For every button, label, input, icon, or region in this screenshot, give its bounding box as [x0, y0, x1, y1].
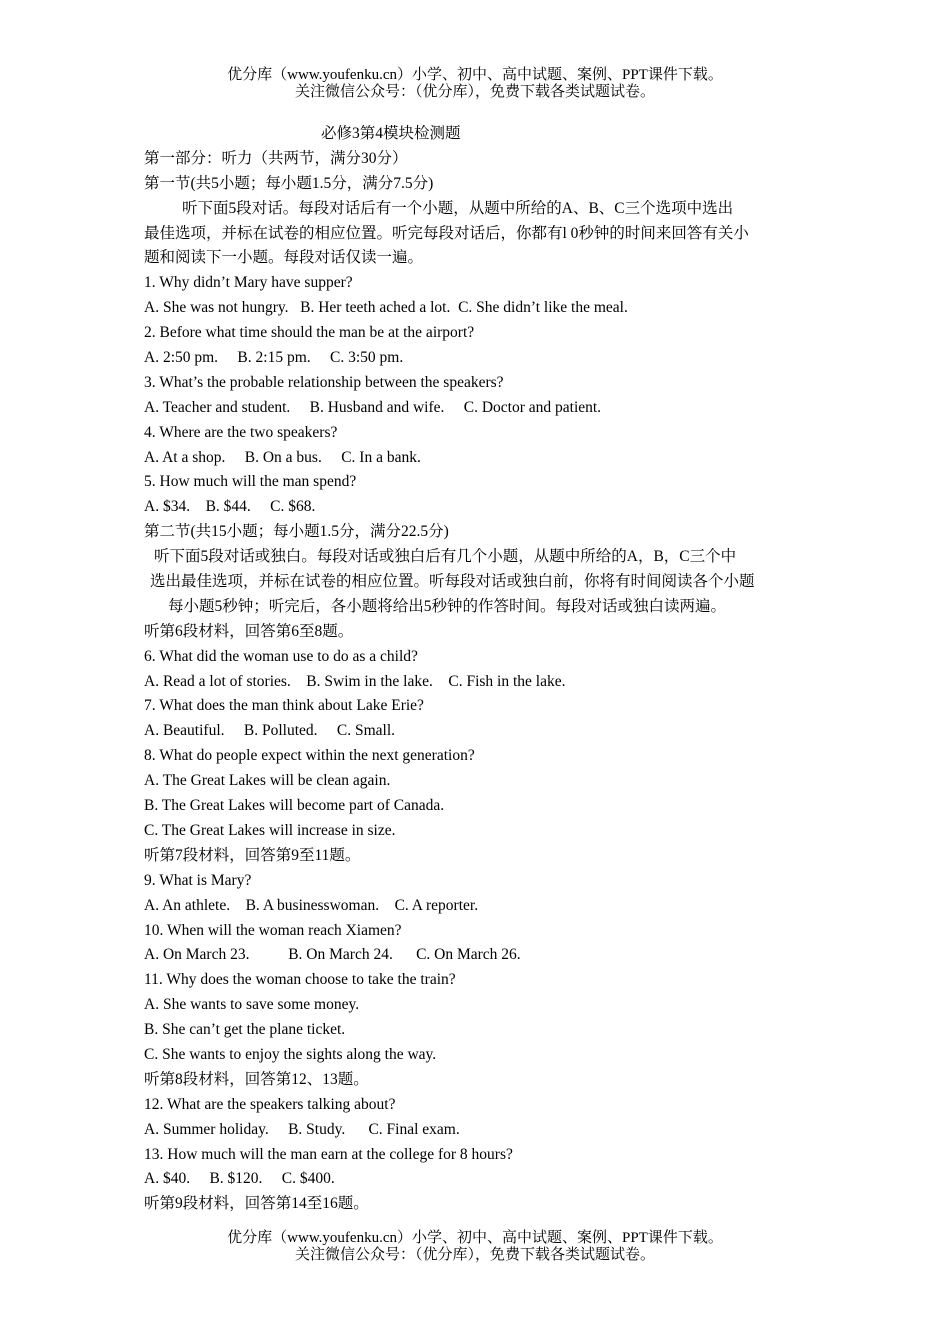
section2-instruction: 选出最佳选项，并标在试卷的相应位置。听每段对话或独白前，你将有时间阅读各个小题 — [150, 573, 755, 591]
question-options: A. On March 23. B. On March 24. C. On March 26. — [144, 946, 521, 964]
passage-heading: 听第9段材料，回答第14至16题。 — [144, 1195, 369, 1213]
question-stem: 6. What did the woman use to do as a child? — [144, 647, 418, 665]
section1-heading: 第一节(共5小题；每小题1.5分，满分7.5分) — [144, 174, 434, 192]
page-footer — [0, 1230, 950, 1264]
question-stem: 12. What are the speakers talking about? — [144, 1095, 396, 1113]
question-option: A. She wants to save some money. — [144, 996, 360, 1014]
section2-heading: 第二节(共15小题；每小题1.5分，满分22.5分) — [144, 523, 449, 541]
question-option: B. The Great Lakes will become part of Canada. — [144, 797, 445, 815]
question-stem: 13. How much will the man earn at the college for 8 hours? — [144, 1145, 513, 1163]
section2-instruction: 每小题5秒钟；听完后，各小题将给出5秒钟的作答时间。每段对话或独白读两遍。 — [168, 597, 727, 615]
question-stem: 5. How much will the man spend? — [144, 473, 357, 491]
page-title: 必修3第4模块检测题 — [321, 125, 461, 142]
passage-heading: 听第7段材料，回答第9至11题。 — [144, 846, 361, 864]
passage-heading: 听第8段材料，回答第12、13题。 — [144, 1070, 369, 1088]
part-heading: 第一部分：听力（共两节，满分30分） — [144, 149, 408, 167]
question-option: C. She wants to enjoy the sights along the way. — [144, 1045, 437, 1063]
question-stem: 1. Why didn’t Mary have supper? — [144, 274, 353, 292]
page-header — [0, 67, 950, 101]
question-options: A. Beautiful. B. Polluted. C. Small. — [144, 722, 396, 740]
question-option: C. The Great Lakes will increase in size. — [144, 821, 396, 839]
question-options: A. Read a lot of stories. B. Swim in the lake. C. Fish in the lake. — [144, 672, 566, 690]
question-options: A. Teacher and student. B. Husband and wife. C. Doctor and patient. — [144, 398, 602, 416]
question-stem: 9. What is Mary? — [144, 871, 252, 889]
question-option: A. The Great Lakes will be clean again. — [144, 772, 391, 790]
question-stem: 2. Before what time should the man be at the airport? — [144, 324, 475, 342]
question-options: A. $34. B. $44. C. $68. — [144, 498, 316, 516]
question-stem: 3. What’s the probable relationship between the speakers? — [144, 373, 504, 391]
header-line-1: 优分库（www.youfenku.cn）小学、初中、高中试题、案例、PPT课件下载。 — [227, 67, 723, 83]
section1-instruction: 听下面5段对话。每段对话后有一个小题，从题中所给的A、B、C三个选项中选出 — [182, 199, 734, 217]
question-options: A. An athlete. B. A businesswoman. C. A reporter. — [144, 896, 479, 914]
question-stem: 10. When will the woman reach Xiamen? — [144, 921, 402, 939]
section2-instruction: 听下面5段对话或独白。每段对话或独白后有几个小题，从题中所给的A，B，C三个中 — [154, 548, 737, 566]
footer-line-2: 关注微信公众号：（优分库），免费下载各类试题试卷。 — [294, 1247, 655, 1263]
question-options: A. Summer holiday. B. Study. C. Final exam. — [144, 1120, 460, 1138]
passage-heading: 听第6段材料，回答第6至8题。 — [144, 622, 354, 640]
section1-instruction: 最佳选项，并标在试卷的相应位置。听完每段对话后，你都有l 0秒钟的时间来回答有关小 — [144, 224, 749, 242]
question-stem: 8. What do people expect within the next generation? — [144, 747, 475, 765]
question-options: A. 2:50 pm. B. 2:15 pm. C. 3:50 pm. — [144, 349, 404, 367]
footer-line-1: 优分库（www.youfenku.cn）小学、初中、高中试题、案例、PPT课件下载。 — [227, 1230, 723, 1246]
question-stem: 11. Why does the woman choose to take the train? — [144, 971, 456, 989]
question-options: A. At a shop. B. On a bus. C. In a bank. — [144, 448, 421, 466]
question-option: B. She can’t get the plane ticket. — [144, 1021, 346, 1039]
question-stem: 7. What does the man think about Lake Erie? — [144, 697, 424, 715]
question-stem: 4. Where are the two speakers? — [144, 423, 338, 441]
section1-instruction: 题和阅读下一小题。每段对话仅读一遍。 — [144, 249, 424, 267]
question-options: A. She was not hungry. B. Her teeth ached a lot. C. She didn’t like the meal. — [144, 299, 628, 317]
header-line-2: 关注微信公众号：（优分库），免费下载各类试题试卷。 — [294, 84, 655, 100]
question-options: A. $40. B. $120. C. $400. — [144, 1170, 335, 1188]
exam-body — [144, 122, 814, 1217]
